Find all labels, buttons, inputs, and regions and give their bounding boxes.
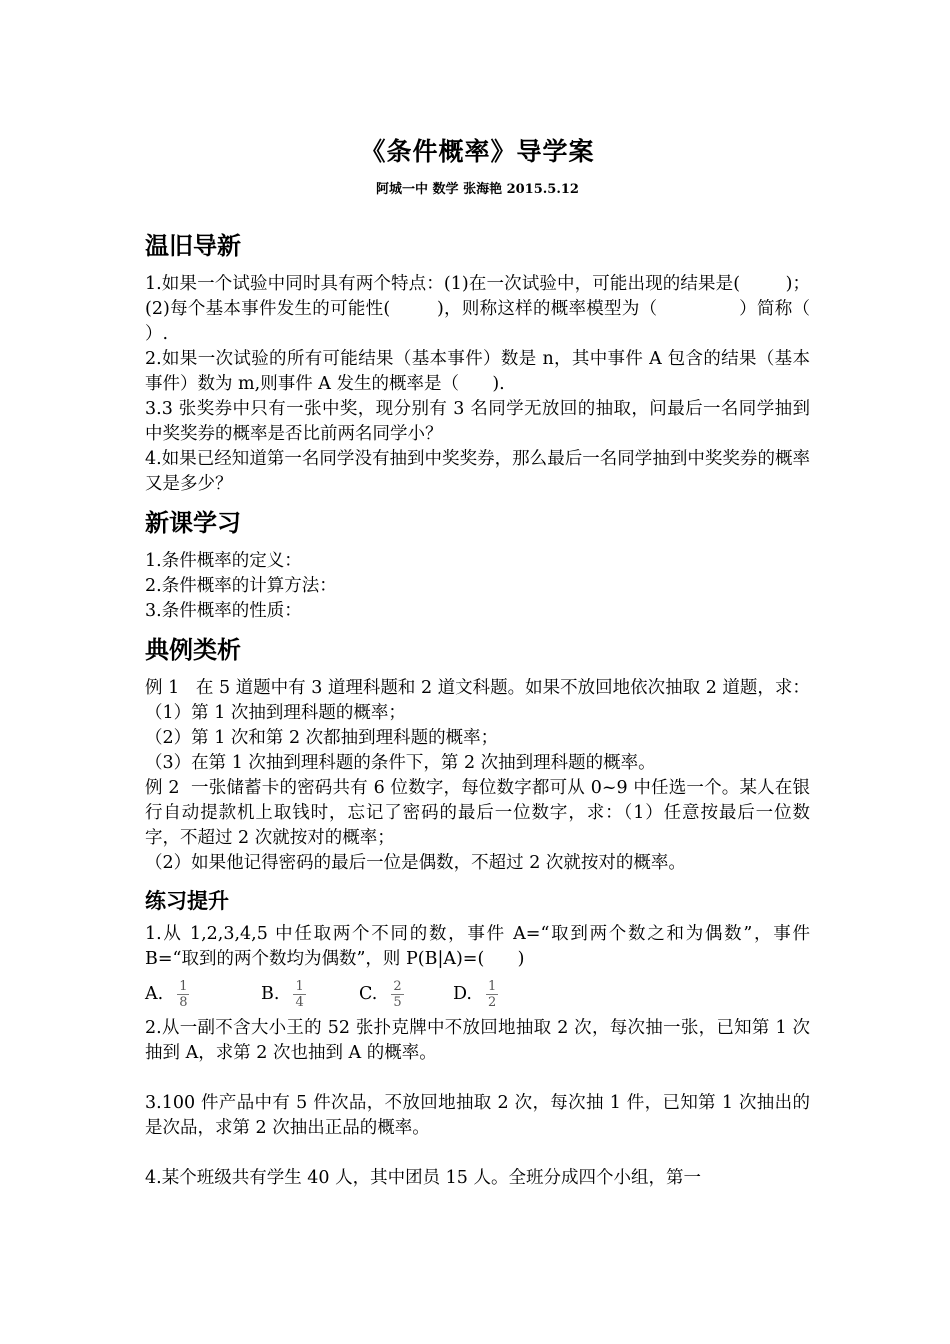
new-lesson-item-1: 1.条件概率的定义： bbox=[145, 551, 302, 571]
review-item-4: 4.如果已经知道第一名同学没有抽到中奖奖券，那么最后一名同学抽到中奖奖券的概率又是多少？ bbox=[145, 449, 810, 494]
new-lesson-item-3: 3.条件概率的性质： bbox=[145, 601, 302, 621]
option-label: C. bbox=[359, 984, 378, 1004]
option-c bbox=[359, 979, 453, 1010]
page-title: 《条件概率》导学案 bbox=[360, 137, 595, 166]
document-body bbox=[145, 230, 877, 1191]
section-heading-new-lesson: 新课学习 bbox=[145, 509, 241, 537]
example-item-2: （1）第 1 次抽到理科题的概率； bbox=[145, 703, 406, 723]
example-item-6: （2）如果他记得密码的最后一位是偶数，不超过 2 次就按对的概率。 bbox=[145, 853, 686, 873]
practice-question-2: 2.从一副不含大小王的 52 张扑克牌中不放回地抽取 2 次，每次抽一张，已知第 1 次抽到 A，求第 2 次也抽到 A 的概率。 bbox=[145, 1018, 810, 1063]
option-label: A. bbox=[145, 984, 164, 1004]
new-lesson-item-2: 2.条件概率的计算方法： bbox=[145, 576, 337, 596]
review-item-3: 3.3 张奖券中只有一张中奖，现分别有 3 名同学无放回的抽取，问最后一名同学抽到中奖奖券的概率是否比前两名同学小？ bbox=[145, 399, 810, 444]
fraction-numerator: 1 bbox=[295, 978, 304, 994]
fraction-numerator: 1 bbox=[487, 978, 497, 994]
section-heading-practice: 练习提升 bbox=[145, 889, 229, 913]
review-item-1: 1.如果一个试验中同时具有两个特点：(1)在一次试验中，可能出现的结果是( )；(2)每个基本事件发生的可能性( )，则称这样的概率模型为（ ）简称（ ）. bbox=[145, 274, 877, 344]
fraction bbox=[486, 979, 498, 1010]
practice-question-4: 4.某个班级共有学生 40 人，其中团员 15 人。全班分成四个小组，第一 bbox=[145, 1168, 701, 1188]
fraction bbox=[293, 979, 305, 1010]
section-heading-review: 温旧导新 bbox=[145, 232, 241, 260]
example-item-1: 例 1 在 5 道题中有 3 道理科题和 2 道文科题。如果不放回地依次抽取 2 道题，求： bbox=[145, 678, 810, 698]
fraction-numerator: 1 bbox=[179, 978, 188, 994]
fraction-denominator: 4 bbox=[295, 994, 304, 1010]
answer-options bbox=[145, 972, 810, 1016]
example-item-4: （3）在第 1 次抽到理科题的条件下，第 2 次抽到理科题的概率。 bbox=[145, 753, 656, 773]
fraction-numerator: 2 bbox=[393, 978, 402, 994]
fraction bbox=[177, 979, 189, 1010]
option-label: D. bbox=[453, 984, 472, 1004]
review-item-2: 2.如果一次试验的所有可能结果（基本事件）数是 n，其中事件 A 包含的结果（基本事件）数为 m,则事件 A 发生的概率是（ ). bbox=[145, 349, 810, 394]
fraction-denominator: 2 bbox=[487, 994, 497, 1010]
fraction-denominator: 5 bbox=[393, 994, 402, 1010]
fraction bbox=[391, 979, 403, 1010]
practice-question-1: 1.从 1,2,3,4,5 中任取两个不同的数，事件 A=“取到两个数之和为偶数”，事件 B=“取到的两个数均为偶数”，则 P(B|A)=( ) bbox=[145, 924, 816, 969]
example-item-5: 例 2 一张储蓄卡的密码共有 6 位数字，每位数字都可从 0~9 中任选一个。某人在银行自动提款机上取钱时，忘记了密码的最后一位数字，求：（1）任意按最后一位数字，不超过 2 次就按对的概率； bbox=[145, 778, 810, 848]
option-a bbox=[145, 979, 261, 1010]
option-label: B. bbox=[261, 984, 280, 1004]
option-b bbox=[261, 979, 359, 1010]
option-d bbox=[453, 979, 533, 1010]
page-subtitle: 阿城一中 数学 张海艳 2015.5.12 bbox=[376, 182, 579, 197]
section-heading-examples: 典例类析 bbox=[145, 636, 241, 664]
practice-question-3: 3.100 件产品中有 5 件次品，不放回地抽取 2 次，每次抽 1 件，已知第 1 次抽出的是次品，求第 2 次抽出正品的概率。 bbox=[145, 1093, 810, 1138]
fraction-denominator: 8 bbox=[179, 994, 188, 1010]
example-item-3: （2）第 1 次和第 2 次都抽到理科题的概率； bbox=[145, 728, 499, 748]
